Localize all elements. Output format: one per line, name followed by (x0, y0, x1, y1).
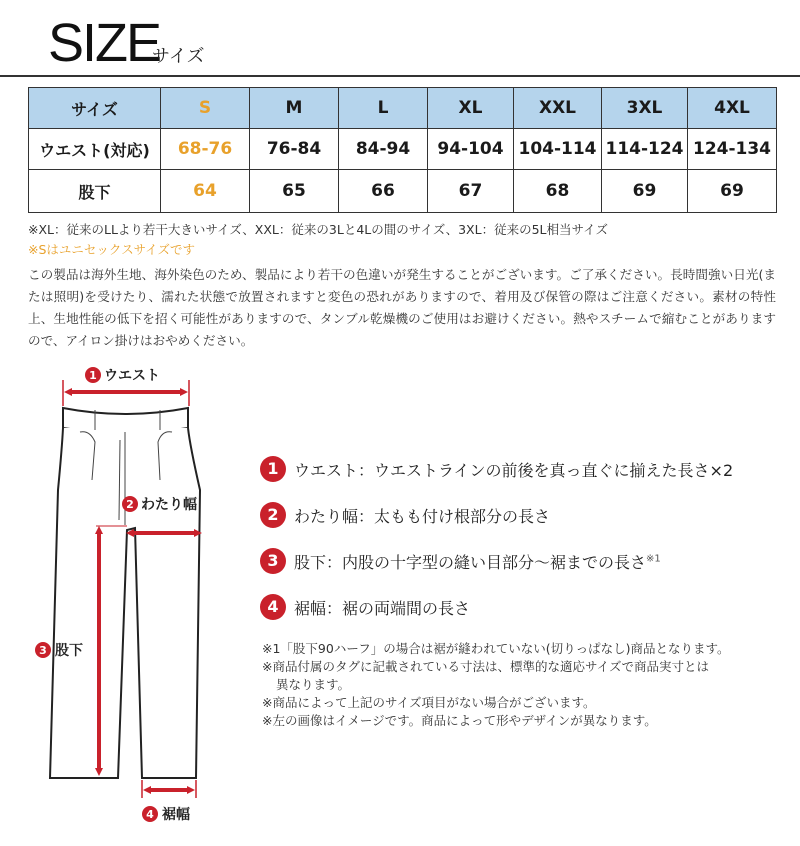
footnote: 異なります。 (276, 677, 351, 692)
header-cell: XL (428, 88, 514, 129)
size-note: ※XL：従来のLLより若干大きいサイズ、XXL：従来の3Lと4Lの間のサイズ、3XL：従来の5L相当サイズ (28, 222, 609, 237)
header-divider (0, 75, 800, 77)
marker-number: 4 (146, 808, 154, 821)
legend-number: 1 (260, 456, 286, 482)
table-cell: 66 (339, 170, 428, 213)
header-cell: L (339, 88, 428, 129)
legend-term: 裾幅 (294, 598, 327, 618)
header-cell: S (161, 88, 250, 129)
legend-footnote-ref: ※1 (646, 553, 661, 565)
page-title: SIZE (48, 13, 161, 73)
row-label: 股下 (29, 170, 161, 213)
table-cell: 68 (514, 170, 602, 213)
legend-desc: ：内股の十字型の縫い目部分～裾までの長さ (326, 552, 647, 572)
pants-diagram (0, 350, 250, 846)
size-notes (28, 220, 778, 260)
legend-term: わたり幅 (294, 506, 359, 526)
table-cell: 68-76 (161, 129, 250, 170)
unisex-note: ※Sはユニセックスサイズです (28, 242, 196, 257)
table-row (29, 170, 777, 213)
row-label: ウエスト(対応) (29, 129, 161, 170)
table-header-row (29, 88, 777, 129)
legend-item (260, 594, 470, 624)
table-cell: 69 (602, 170, 688, 213)
marker-label: ウエスト (104, 368, 160, 384)
legend-item (260, 456, 733, 486)
legend-desc: ：ウエストラインの前後を真っ直ぐに揃えた長さ×2 (358, 460, 734, 480)
table-cell: 76-84 (250, 129, 339, 170)
footnote: ※左の画像はイメージです。商品によって形やデザインが異なります。 (262, 713, 657, 728)
table-cell: 64 (161, 170, 250, 213)
table-cell: 94-104 (428, 129, 514, 170)
care-paragraph: この製品は海外生地、海外染色のため、製品により若干の色違いが発生することがございます。ご了承ください。長時間強い日光(または照明)を受けたり、濡れた状態で放置されますと変色の恐れがありますので、着用及び保管の際はご注意ください。素材の特性上、生地性能の低下を招く可能性がありますので、タンブル乾燥機のご使用はお避けください。熱やスチームで縮むことがありますので、アイロン掛けはおやめください。 (28, 267, 776, 348)
header-cell: サイズ (29, 88, 161, 129)
legend-term: ウエスト (294, 460, 359, 480)
footnotes (262, 640, 782, 730)
marker-label: 股下 (55, 643, 83, 659)
legend-number: 3 (260, 548, 286, 574)
table-cell: 65 (250, 170, 339, 213)
table-row (29, 129, 777, 170)
footnote: ※1「股下90ハーフ」の場合は裾が縫われていない(切りっぱなし)商品となります。 (262, 641, 730, 656)
table-cell: 124-134 (688, 129, 777, 170)
table-cell: 84-94 (339, 129, 428, 170)
table-cell: 69 (688, 170, 777, 213)
size-table (28, 87, 777, 213)
table-cell: 114-124 (602, 129, 688, 170)
legend-number: 4 (260, 594, 286, 620)
footnote: ※商品付属のタグに記載されている寸法は、標準的な適応サイズで商品実寸とは (262, 659, 709, 674)
footnote: ※商品によって上記のサイズ項目がない場合がございます。 (262, 695, 596, 710)
legend-item (260, 548, 661, 578)
legend-number: 2 (260, 502, 286, 528)
header-cell: M (250, 88, 339, 129)
marker-label: わたり幅 (141, 497, 197, 513)
marker-label: 裾幅 (162, 807, 190, 823)
table-cell: 104-114 (514, 129, 602, 170)
marker-number: 3 (39, 644, 47, 657)
marker-number: 2 (126, 498, 134, 511)
legend-item (260, 502, 550, 532)
header-cell: XXL (514, 88, 602, 129)
marker-number: 1 (89, 369, 97, 382)
table-cell: 67 (428, 170, 514, 213)
page-subtitle: サイズ (152, 46, 205, 67)
legend-desc: ：太もも付け根部分の長さ (358, 506, 551, 526)
header-cell: 4XL (688, 88, 777, 129)
legend-term: 股下 (294, 552, 327, 572)
legend-desc: ：裾の両端間の長さ (326, 598, 471, 618)
header-cell: 3XL (602, 88, 688, 129)
